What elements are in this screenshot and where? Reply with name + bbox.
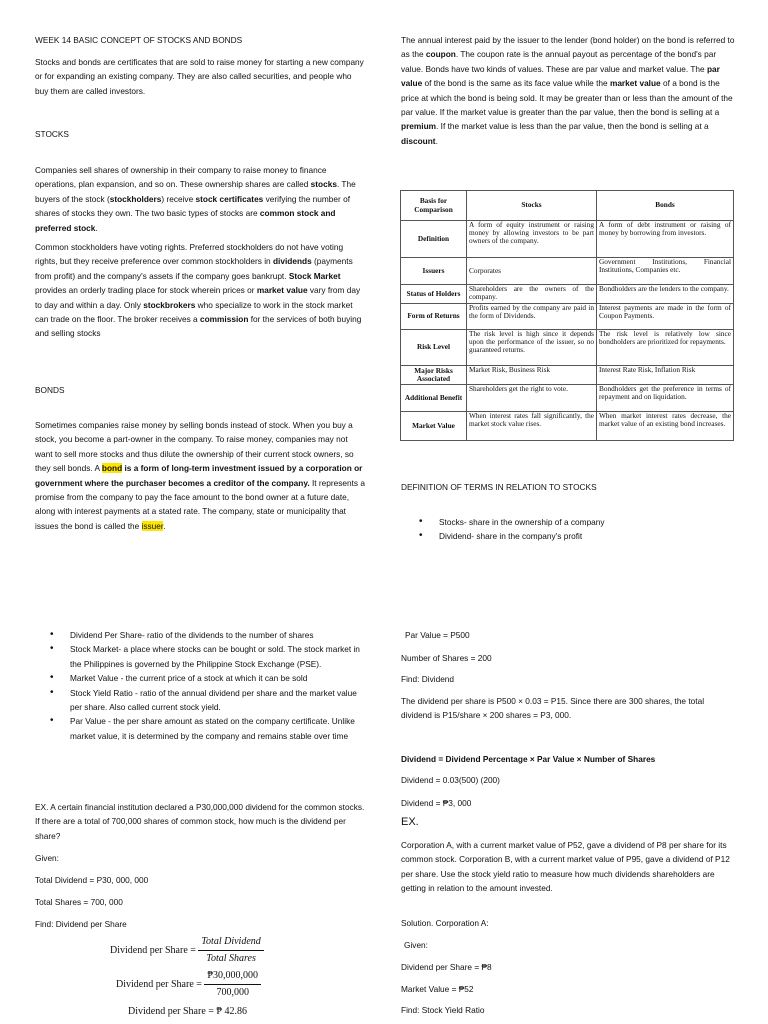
term-coupon: coupon [425, 49, 456, 60]
example-2-find: Find: Stock Yield Ratio [401, 1005, 485, 1015]
find-dividend-line: Find: Dividend [401, 674, 455, 684]
definitions-heading: DEFINITION OF TERMS IN RELATION TO STOCKS [401, 482, 597, 492]
header-stocks: Stocks [467, 191, 597, 221]
list-item: • Stock Market- a place where stocks can be bought or sold. The stock market in the Philippines is governed by the Philippine Stock Exchange (PSE). [50, 642, 370, 671]
example-1-problem [35, 800, 367, 843]
text-run: ) receive [161, 193, 196, 204]
bonds-heading: BONDS [35, 385, 65, 395]
term-commission: commission [199, 314, 249, 325]
dividend-calc-1: Dividend = 0.03(500) (200) [401, 775, 500, 785]
bond-definition: is a form of long-term investment issued by a corporation or government where the purchaser becomes a creditor of the company. [35, 463, 363, 488]
row-stocks: When interest rates fall significantly, the market stock value rises. [467, 412, 597, 441]
example-1-total-dividend: Total Dividend = P30, 000, 000 [35, 875, 149, 885]
row-bonds: Interest Rate Risk, Inflation Risk [597, 366, 734, 385]
dividend-solution [401, 694, 736, 723]
term-market-value: market value [256, 285, 308, 296]
equation-1-fraction [198, 935, 263, 967]
text-run: It represents a promise from the company to pay the face amount to the bond owner at a future date, along with interest payments at a stated rate. The company, state or municipality that issues the bond is called the [35, 477, 365, 531]
text-run: (payments from profit) and the company's assets if the company goes bankrupt. [35, 256, 353, 281]
example-2-text: Corporation A, with a current market value of P52, gave a dividend of P8 per share for its common stock. Corporation B, with a current market value of P95, gave a dividend of P12 per share. Use the stock yield ratio to measure how much dividends shareholders are getting in relation to the amount invested. [401, 840, 730, 894]
table-row [401, 330, 734, 366]
dividend-calc-2: Dividend = ₱3, 000 [401, 798, 472, 808]
row-stocks: A form of equity instrument or raising money by allowing investors to be part owners of the company. [467, 221, 597, 258]
table-row [401, 304, 734, 330]
equation-2-fraction [204, 969, 261, 1001]
example-2-given: Given: [404, 940, 428, 950]
text-run: Common stockholders have voting rights. Preferred stockholders do not have voting rights, but they receive preference over common stockholders in [35, 242, 344, 267]
table-row [401, 258, 734, 285]
highlight-bond: bond [101, 463, 123, 474]
equation-1 [110, 935, 264, 967]
dividend-formula: Dividend = Dividend Percentage × Par Value × Number of Shares [401, 754, 656, 764]
row-basis: Definition [401, 221, 467, 258]
row-basis: Issuers [401, 258, 467, 285]
text-run: . The coupon rate is the annual payout as percentage of the bond's par value. Bonds have two kinds of values. These are par value and market value. The [401, 49, 717, 74]
list-item: • Stocks- share in the ownership of a company [419, 515, 739, 529]
term-par-value: par value [401, 63, 720, 89]
row-basis: Major Risks Associated [401, 366, 467, 385]
text-run: . The buyers of the stock ( [35, 179, 356, 204]
term-dividends: dividends [272, 256, 312, 267]
term-discount: discount [401, 135, 436, 146]
row-basis: Additional Benefit [401, 385, 467, 412]
table-header-row [401, 191, 734, 221]
example-2-label: EX. [401, 816, 419, 828]
page-title: WEEK 14 BASIC CONCEPT OF STOCKS AND BONDS [35, 35, 243, 45]
shares-line: Number of Shares = 200 [401, 653, 492, 663]
row-bonds: The risk level is relatively low since bondholders are prioritized for repayments. [597, 330, 734, 366]
stocks-vs-bonds-table [400, 190, 734, 441]
row-stocks: Corporates [467, 258, 597, 285]
list-item: • Par Value - the per share amount as stated on the company certificate. Unlike market value, it is determined by the company and remains stable over time [50, 714, 370, 743]
intro-text: Stocks and bonds are certificates that are sold to raise money for starting a new company or for expanding an existing company. They are also called securities, and people who buy them are called investors. [35, 57, 364, 96]
table-row [401, 221, 734, 258]
list-item: • Stock Yield Ratio - ratio of the annual dividend per share and the market value per share. Also called current stock yield. [50, 686, 370, 715]
table-row [401, 385, 734, 412]
table-row [401, 412, 734, 441]
text-run: of a bond is the price at which the bond is being sold. It may be greater than or less than the amount of the par value. If the market value is greater than the par value, then the bond is selling at a [401, 78, 733, 118]
equation-1-denominator: Total Shares [206, 953, 256, 965]
row-bonds: Bondholders get the preference in terms of repayment and on liquidation. [597, 385, 734, 412]
example-2-problem [401, 838, 738, 896]
term-stock-types: common stock and preferred stock [35, 208, 336, 233]
term-stocks: stocks [310, 179, 337, 190]
header-basis: Basis for Comparison [401, 191, 467, 221]
row-basis: Status of Holders [401, 285, 467, 304]
text-run: . [95, 222, 98, 233]
row-basis: Risk Level [401, 330, 467, 366]
example-1-find: Find: Dividend per Share [35, 919, 127, 929]
stocks-paragraph-1 [35, 163, 367, 235]
text-run: The annual interest paid by the issuer to the lender (bond holder) on the bond is referred to as the [401, 35, 735, 60]
equation-2-denominator: 700,000 [216, 987, 249, 999]
table-row [401, 366, 734, 385]
text-run: . [435, 135, 438, 146]
text-run: provides an orderly trading place for stock wherein prices or [35, 285, 257, 296]
table-row [401, 285, 734, 304]
term-stockholders: stockholders [109, 193, 162, 204]
row-stocks: The risk level is high since it depends upon the performance of the issuer, so no guaranteed returns. [467, 330, 597, 366]
text-run: for the services of both buying and selling stocks [35, 314, 362, 339]
example-2-dividend-per-share: Dividend per Share = ₱8 [401, 962, 492, 972]
coupon-paragraph [401, 33, 736, 148]
equation-1-numerator: Total Dividend [198, 935, 263, 951]
header-bonds: Bonds [597, 191, 734, 221]
example-2-market-value: Market Value = ₱52 [401, 984, 474, 994]
row-stocks: Shareholders get the right to vote. [467, 385, 597, 412]
equation-1-lhs: Dividend per Share = [110, 945, 196, 957]
equation-2-lhs: Dividend per Share = [116, 979, 202, 991]
text-run: who specialize to work in the stock market can trade on the floor. The broker receives a [35, 299, 353, 325]
term-premium: premium [401, 121, 437, 132]
par-value-line: Par Value = P500 [405, 630, 470, 640]
equation-2-numerator: ₱30,000,000 [204, 969, 261, 985]
text-run: . [163, 520, 166, 531]
row-bonds: Government Institutions, Financial Institutions, Companies etc. [597, 258, 734, 285]
stocks-heading: STOCKS [35, 129, 69, 139]
text-run: Companies sell shares of ownership in their company to raise money to finance operations, plan expansion, and so on. These ownership shares are called [35, 165, 327, 190]
bonds-paragraph [35, 418, 365, 533]
stocks-paragraph-2 [35, 240, 367, 341]
example-2-solution: Solution. Corporation A: [401, 918, 489, 928]
list-item: • Dividend- share in the company's profit [419, 529, 739, 543]
intro-paragraph [35, 55, 365, 98]
text-run: . If the market value is less than the par value, then the bond is selling at a [436, 121, 709, 132]
list-item: • Dividend Per Share- ratio of the dividends to the number of shares [50, 628, 370, 642]
row-bonds: Bondholders are the lenders to the company. [597, 285, 734, 304]
list-item: • Market Value - the current price of a stock at which it can be sold [50, 671, 370, 685]
definitions-list-right [419, 515, 739, 544]
row-stocks: Market Risk, Business Risk [467, 366, 597, 385]
term-stockbrokers: stockbrokers [143, 299, 196, 310]
highlight-issuer: issuer [141, 520, 164, 531]
row-stocks: Shareholders are the owners of the company. [467, 285, 597, 304]
dividend-solution-text: The dividend per share is P500 × 0.03 = P15. Since there are 300 shares, the total dividend is P15/share × 200 shares = P3, 000. [401, 696, 705, 721]
text-run: vary from day to day and within a day. Only [35, 285, 361, 310]
text-run: Sometimes companies raise money by selling bonds instead of stock. When you buy a stock, you become a part-owner in the company. To raise money, companies may not want to sell more stocks and thus dilute the ownership of their current stock owners, so they sell bonds. A [35, 420, 354, 474]
example-1-text: EX. A certain financial institution declared a P30,000,000 dividend for the common stocks. If there are a total of 700,000 shares of common stock, how much is the dividend per share? [35, 802, 365, 841]
row-basis: Market Value [401, 412, 467, 441]
row-bonds: When market interest rates decrease, the market value of an existing bond increases. [597, 412, 734, 441]
term-stock-certificates: stock certificates [195, 193, 264, 204]
equation-2 [116, 969, 261, 1001]
equation-3: Dividend per Share = ₱ 42.86 [128, 1006, 247, 1017]
example-1-total-shares: Total Shares = 700, 000 [35, 897, 123, 907]
row-bonds: A form of debt instrument or raising of money by borrowing from investors. [597, 221, 734, 258]
row-stocks: Profits earned by the company are paid in the form of Dividends. [467, 304, 597, 330]
term-stock-market: Stock Market [288, 270, 341, 281]
text-run: verifying the number of shares of stocks they own. The two basic types of stocks are [35, 193, 350, 219]
definitions-list-left [50, 628, 370, 743]
term-market-value: market value [609, 78, 661, 89]
text-run: of the bond is the same as its face value while the [422, 78, 610, 89]
row-bonds: Interest payments are made in the form of Coupon Payments. [597, 304, 734, 330]
example-1-given: Given: [35, 853, 59, 863]
row-basis: Form of Returns [401, 304, 467, 330]
